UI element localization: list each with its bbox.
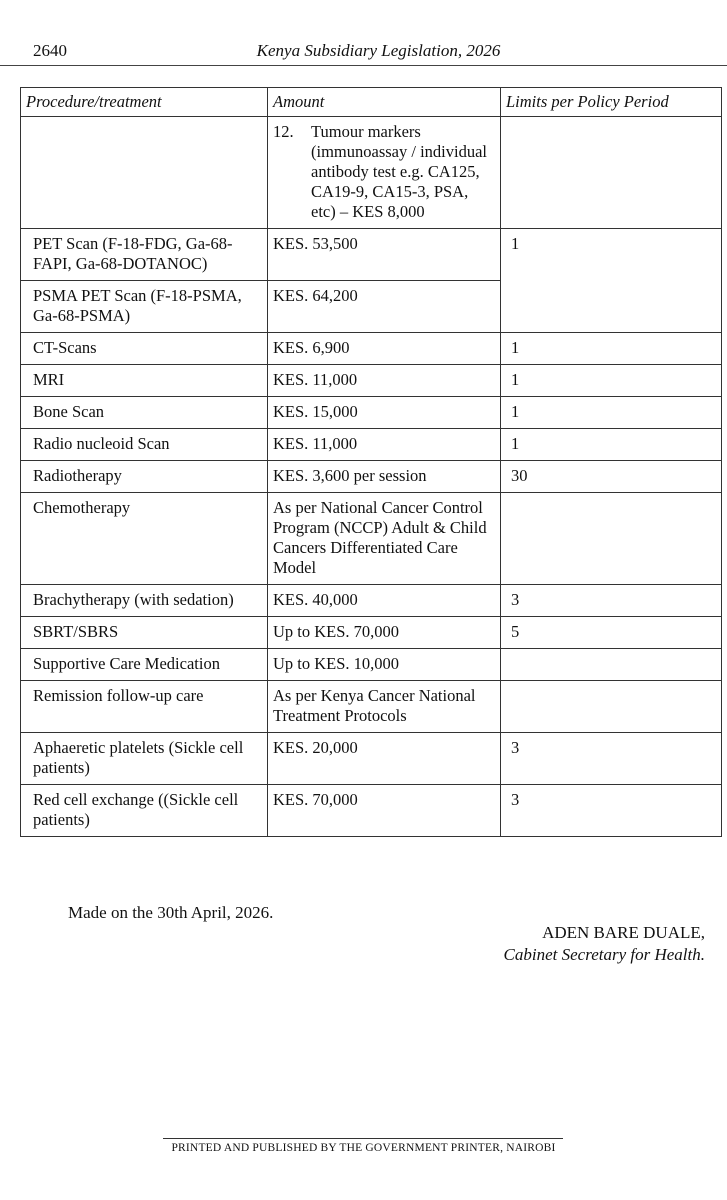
signatory-name: ADEN BARE DUALE, (542, 923, 705, 942)
limit-cell: 3 (501, 785, 722, 837)
table-row (21, 493, 722, 585)
table-row (21, 585, 722, 617)
footer-rule (163, 1138, 563, 1139)
table-row (21, 333, 722, 365)
limit-cell (501, 649, 722, 681)
amount-cell: KES. 53,500 (268, 229, 501, 281)
printer-footer: PRINTED AND PUBLISHED BY THE GOVERNMENT PRINTER, NAIROBI (171, 1142, 556, 1154)
limit-cell: 30 (501, 461, 722, 493)
procedure-cell: SBRT/SBRS (21, 617, 268, 649)
amount-cell: KES. 70,000 (268, 785, 501, 837)
schedule-table (20, 87, 722, 837)
made-on-date: Made on the 30th April, 2026. (68, 903, 274, 922)
procedure-cell: Supportive Care Medication (21, 649, 268, 681)
running-title: Kenya Subsidiary Legislation, 2026 (256, 41, 501, 60)
amount-cell: KES. 3,600 per session (268, 461, 501, 493)
table-cell (21, 117, 268, 229)
table-row (21, 229, 722, 281)
amount-cell: As per National Cancer Control Program (NCCP) Adult & Child Cancers Differentiated Care Model (268, 493, 501, 585)
table-row (21, 429, 722, 461)
list-number: 12. (273, 122, 294, 141)
table-row (21, 785, 722, 837)
procedure-cell: PSMA PET Scan (F-18-PSMA, Ga-68-PSMA) (21, 281, 268, 333)
table-cell (501, 117, 722, 229)
header-rule (0, 65, 727, 66)
amount-cell: KES. 64,200 (268, 281, 501, 333)
procedure-cell: Aphaeretic platelets (Sickle cell patients) (21, 733, 268, 785)
table-cell (268, 117, 501, 229)
column-header-procedure: Procedure/treatment (21, 88, 268, 117)
procedure-cell: Red cell exchange ((Sickle cell patients) (21, 785, 268, 837)
procedure-cell: Radiotherapy (21, 461, 268, 493)
column-header-limits: Limits per Policy Period (501, 88, 722, 117)
procedure-cell: Radio nucleoid Scan (21, 429, 268, 461)
signatory (504, 922, 705, 966)
page-number: 2640 (33, 41, 67, 60)
table-row (21, 461, 722, 493)
amount-cell: KES. 6,900 (268, 333, 501, 365)
limit-cell: 1 (501, 365, 722, 397)
list-text: Tumour markers (immunoassay / individual antibody test e.g. CA125, CA19-9, CA15-3, PSA, etc) – KES 8,000 (311, 122, 487, 221)
limit-cell (501, 493, 722, 585)
amount-cell: KES. 20,000 (268, 733, 501, 785)
limit-cell: 5 (501, 617, 722, 649)
signatory-role: Cabinet Secretary for Health. (503, 945, 705, 964)
amount-cell: As per Kenya Cancer National Treatment Protocols (268, 681, 501, 733)
limit-cell: 3 (501, 585, 722, 617)
table-row (21, 681, 722, 733)
limit-cell: 1 (501, 429, 722, 461)
procedure-cell: Bone Scan (21, 397, 268, 429)
procedure-cell: Chemotherapy (21, 493, 268, 585)
table-row (21, 733, 722, 785)
procedure-cell: Brachytherapy (with sedation) (21, 585, 268, 617)
limit-cell: 1 (501, 397, 722, 429)
limit-cell: 1 (501, 333, 722, 365)
table-row (21, 649, 722, 681)
procedure-cell: CT-Scans (21, 333, 268, 365)
column-header-amount: Amount (268, 88, 501, 117)
amount-cell: Up to KES. 10,000 (268, 649, 501, 681)
table-row (21, 365, 722, 397)
limit-cell: 3 (501, 733, 722, 785)
amount-cell: KES. 40,000 (268, 585, 501, 617)
procedure-cell: Remission follow-up care (21, 681, 268, 733)
limit-cell (501, 681, 722, 733)
amount-cell: KES. 11,000 (268, 429, 501, 461)
procedure-cell: PET Scan (F-18-FDG, Ga-68-FAPI, Ga-68-DOTANOC) (21, 229, 268, 281)
procedure-cell: MRI (21, 365, 268, 397)
table-row (21, 397, 722, 429)
table-row-continuation (21, 117, 722, 229)
limit-cell: 1 (501, 229, 722, 333)
list-item (273, 122, 494, 222)
table-row (21, 617, 722, 649)
amount-cell: KES. 11,000 (268, 365, 501, 397)
amount-cell: KES. 15,000 (268, 397, 501, 429)
amount-cell: Up to KES. 70,000 (268, 617, 501, 649)
table-header-row (21, 88, 722, 117)
